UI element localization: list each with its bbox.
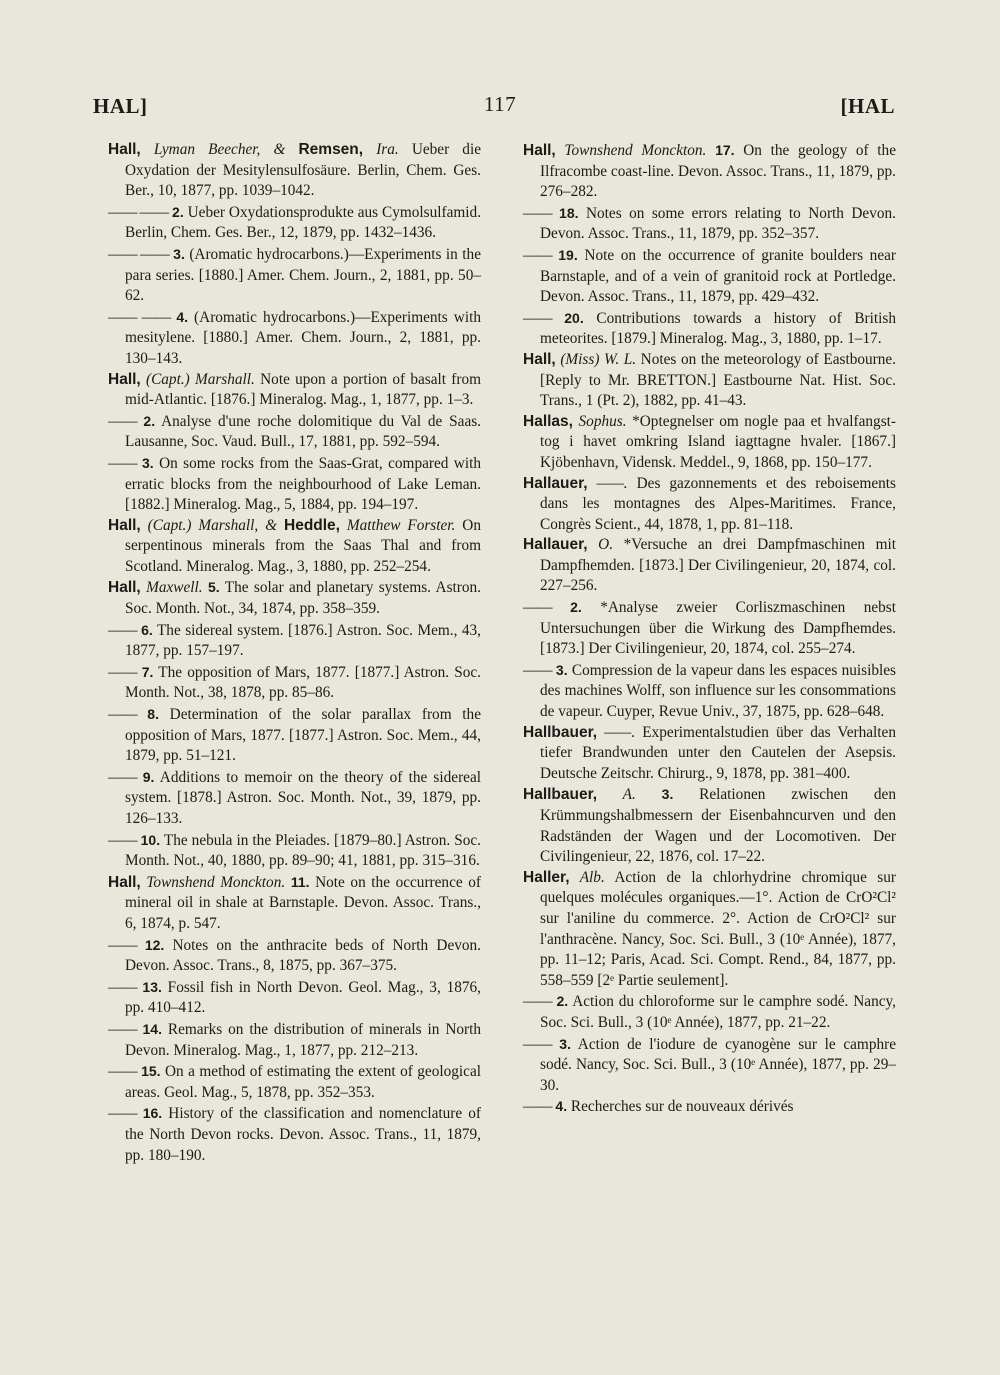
ditto-dash: —— bbox=[108, 706, 137, 724]
entry-text: Relationen zwischen den Krümmungshalbmessern der Eisenbahncurven und den Radständen der Wagen und der Locomotiven. Der Civilingenieur, 22, 1876, col. 17–22. bbox=[540, 786, 897, 866]
coauthor-given-name: Ira. bbox=[363, 141, 399, 158]
column-left bbox=[108, 140, 481, 1166]
bibliography-entry bbox=[108, 577, 481, 619]
ditto-dash: —— —— bbox=[108, 245, 169, 263]
entry-text: *Optegnelser om nogle paa et hvalfangst-tog i havet omkring Island iagttagne hvaler. [1867.] Kjöbenhavn, Vidensk. Meddel., 9, 1868, pp. 150–177. bbox=[540, 412, 897, 471]
entry-text: Action de la chlorhydrine chromique sur quelques molécules organiques.—1°. Action de CrO²Cl² sur l'aniline du commerce. 2°. Action de CrO²Cl² sur l'anthracène. Nancy, Soc. Sci. Bull., 3 (10ᵉ Année), 1877, pp. 11–12; Paris, Acad. Sci. Compt. Rend., 84, 1877, pp. 558–559 [2ᵉ Partie seulement]. bbox=[540, 868, 896, 989]
author-surname: Haller, bbox=[523, 868, 570, 886]
author-given-name: Sophus. bbox=[572, 412, 627, 430]
bibliography-entry bbox=[523, 412, 896, 474]
bibliography-entry bbox=[523, 868, 896, 992]
entry-text: Remarks on the distribution of minerals in North Devon. Mineralog. Mag., 1, 1877, pp. 212–213. bbox=[125, 1020, 482, 1059]
entry-number: 11. bbox=[285, 873, 310, 890]
running-head-left: HAL] bbox=[93, 94, 148, 118]
bibliography-entry bbox=[108, 202, 481, 244]
entry-number: 2. bbox=[172, 203, 184, 220]
entry-text: Determination of the solar parallax from the opposition of Mars, 1877. [1877.] Astron. Soc. Mem., 44, 1879, pp. 51–121. bbox=[125, 706, 481, 765]
ditto-dash: —— bbox=[523, 204, 552, 222]
entry-text: Additions to memoir on the theory of the sidereal system. [1878.] Astron. Soc. Month. Not., 39, 1879, pp. 126–133. bbox=[125, 768, 481, 827]
entry-number: 6. bbox=[141, 621, 153, 638]
bibliography-entry bbox=[108, 244, 481, 307]
entry-text: Recherches sur de nouveaux dérivés bbox=[567, 1098, 794, 1116]
entry-number: 20. bbox=[564, 309, 584, 326]
entry-text: On serpentinous minerals from the Saas Thal and from Scotland. Mineralog. Mag., 3, 1880, pp. 252–254. bbox=[125, 516, 482, 575]
ditto-dash: —— bbox=[523, 309, 552, 327]
ditto-dash: —— bbox=[108, 1105, 137, 1123]
entry-text: Fossil fish in North Devon. Geol. Mag., 3, 1876, pp. 410–412. bbox=[125, 978, 481, 1017]
bibliography-entry bbox=[523, 660, 896, 723]
bibliography-entry bbox=[108, 662, 481, 704]
ditto-dash: —— bbox=[108, 768, 137, 786]
bibliography-entry bbox=[523, 723, 896, 785]
entry-number: 2. bbox=[570, 599, 582, 616]
author-given-name: A. bbox=[597, 786, 636, 804]
coauthor-surname: Remsen, bbox=[298, 141, 364, 158]
bibliography-entry bbox=[108, 935, 481, 977]
bibliography-entry bbox=[523, 140, 896, 203]
ditto-dash: —— bbox=[108, 1020, 137, 1038]
coauthor-surname: Heddle, bbox=[284, 516, 340, 534]
entry-number: 5. bbox=[202, 579, 220, 596]
entry-number: 4. bbox=[176, 308, 188, 325]
author-surname: Hall, bbox=[523, 142, 556, 159]
entry-text: Notes on the meteorology of Eastbourne. [Reply to Mr. BRETTON.] Eastbourne Nat. Hist. Soc. Trans., 1 (Pt. 2), 1882, pp. 41–43. bbox=[540, 350, 896, 410]
entry-text: The solar and planetary systems. Astron. Soc. Month. Not., 34, 1874, pp. 358–359. bbox=[125, 579, 481, 618]
author-given-name: (Capt.) Marshall, & bbox=[140, 516, 284, 534]
entry-text: Action de l'iodure de cyanogène sur le camphre sodé. Nancy, Soc. Sci. Bull., 3 (10ᵉ Année), 1877, pp. 29–30. bbox=[540, 1035, 896, 1094]
author-surname: Hall, bbox=[108, 516, 141, 534]
ditto-dash: —— bbox=[523, 599, 552, 617]
entry-text: Compression de la vapeur dans les espaces nuisibles des machines Wolff, son influence sur les consommations de vapeur. Cuyper, Revue Univ., 37, 1875, pp. 628–648. bbox=[540, 661, 896, 721]
entry-text: *Analyse zweier Corliszmaschinen nebst Untersuchungen über die Wirkung des Dampfhemdes. [1873.] Der Civilingenieur, 20, 1874, col. 255–274. bbox=[540, 599, 896, 658]
ditto-dash: —— —— bbox=[108, 203, 169, 221]
ditto-dash: —— bbox=[108, 454, 137, 472]
entry-number: 3. bbox=[635, 786, 674, 803]
author-surname: Hallauer, bbox=[523, 474, 588, 492]
bibliography-entry bbox=[108, 1103, 481, 1166]
bibliography-entry bbox=[108, 307, 481, 370]
entry-number: 13. bbox=[142, 978, 162, 995]
author-given-name: (Miss) W. L. bbox=[555, 350, 637, 368]
entry-text: The nebula in the Pleiades. [1879–80.] Astron. Soc. Month. Not., 40, 1880, pp. 89–90; 41, 1881, pp. 315–316. bbox=[125, 831, 482, 870]
entry-text: Experimentalstudien über das Verhalten tiefer Brandwunden unter den Cautelen der Asepsis. Deutsche Zeitschr. Chirurg., 9, 1878, pp. 381–400. bbox=[540, 723, 896, 782]
entry-text: The opposition of Mars, 1877. [1877.] Astron. Soc. Month. Not., 38, 1878, pp. 85–86. bbox=[125, 663, 481, 702]
ditto-dash: —— bbox=[523, 1098, 552, 1116]
coauthor-given-name: Matthew Forster. bbox=[339, 516, 456, 534]
entry-text: (Aromatic hydrocarbons.)—Experiments with mesitylene. [1880.] Amer. Chem. Journ., 2, 1881, pp. 130–143. bbox=[125, 308, 482, 367]
ditto-dash: —— bbox=[108, 1063, 137, 1081]
author-surname: Hall, bbox=[523, 350, 556, 368]
entry-number: 3. bbox=[142, 454, 154, 471]
entry-text: Ueber Oxydationsprodukte aus Cymolsulfamid. Berlin, Chem. Ges. Ber., 12, 1879, pp. 1432–1436. bbox=[125, 203, 482, 242]
entry-text: Note upon a portion of basalt from mid-Atlantic. [1876.] Mineralog. Mag., 1, 1877, pp. 1–3. bbox=[125, 370, 482, 409]
entry-text: Ueber die Oxydation der Mesitylensulfosäure. Berlin, Chem. Ges. Ber., 10, 1877, pp. 1039–1042. bbox=[125, 141, 481, 200]
bibliography-entry bbox=[523, 1096, 896, 1118]
entry-number: 14. bbox=[142, 1020, 162, 1037]
bibliography-entry bbox=[108, 977, 481, 1019]
ditto-dash: —— bbox=[523, 1035, 552, 1053]
entry-text: On a method of estimating the extent of geological areas. Geol. Mag., 5, 1878, pp. 352–353. bbox=[125, 1063, 482, 1101]
author-given-name: Maxwell. bbox=[140, 579, 203, 597]
bibliography-entry bbox=[108, 370, 481, 411]
entry-text: (Aromatic hydrocarbons.)—Experiments in the para series. [1880.] Amer. Chem. Journ., 2, 1881, pp. 50–62. bbox=[125, 245, 481, 305]
bibliography-entry bbox=[523, 245, 896, 308]
entry-text: Analyse d'une roche dolomitique du Val de Saas. Lausanne, Soc. Vaud. Bull., 17, 1881, pp. 592–594. bbox=[125, 412, 482, 451]
entry-number: 4. bbox=[555, 1098, 568, 1115]
author-surname: Hallauer, bbox=[523, 536, 588, 554]
bibliography-entry bbox=[108, 872, 481, 935]
entry-number: 12. bbox=[144, 936, 165, 953]
entry-number: 3. bbox=[559, 1035, 571, 1052]
ditto-dash: —— bbox=[523, 661, 552, 679]
bibliography-entry bbox=[523, 1034, 896, 1097]
author-surname: Hallbauer, bbox=[523, 723, 598, 741]
author-surname: Hall, bbox=[108, 873, 141, 891]
entry-text: Notes on the anthracite beds of North Devon. Devon. Assoc. Trans., 8, 1875, pp. 367–375. bbox=[125, 936, 482, 975]
entry-number: 18. bbox=[559, 204, 579, 221]
bibliography-entry bbox=[108, 1019, 481, 1061]
author-surname: Hallbauer, bbox=[523, 786, 598, 804]
bibliography-entry bbox=[108, 411, 481, 453]
entry-text: On the geology of the Ilfracombe coast-line. Devon. Assoc. Trans., 11, 1879, pp. 276–282. bbox=[540, 142, 896, 201]
entry-number: 2. bbox=[556, 993, 569, 1010]
running-head-right: [HAL bbox=[840, 94, 895, 118]
author-given-name: O. bbox=[587, 536, 614, 554]
bibliography-entry bbox=[523, 597, 896, 660]
author-surname: Hallas, bbox=[523, 412, 573, 430]
ditto-dash: —— bbox=[108, 621, 137, 639]
bibliography-entry bbox=[523, 535, 896, 597]
ditto-dash: —— bbox=[523, 246, 552, 264]
bibliography-entry bbox=[108, 767, 481, 830]
bibliography-entry bbox=[108, 704, 481, 767]
entry-number: 9. bbox=[142, 768, 155, 785]
ditto-dash: —— bbox=[108, 831, 137, 849]
ditto-dash: —— bbox=[108, 978, 137, 996]
entry-number: 8. bbox=[147, 706, 159, 723]
entry-number: 3. bbox=[173, 245, 185, 262]
bibliography-entry bbox=[523, 308, 896, 350]
ditto-dash: —— bbox=[108, 412, 137, 430]
entry-text: On some rocks from the Saas-Grat, compared with erratic blocks from the neighbourhood of Lake Leman. [1882.] Mineralog. Mag., 5, 1884, pp. 194–197. bbox=[125, 454, 482, 514]
ditto-dash: —— bbox=[523, 993, 552, 1011]
bibliography-entry bbox=[108, 620, 481, 662]
entry-text: History of the classification and nomenclature of the North Devon rocks. Devon. Assoc. Trans., 11, 1879, pp. 180–190. bbox=[125, 1105, 481, 1164]
bibliography-entry bbox=[108, 830, 481, 872]
author-surname: Hall, bbox=[108, 141, 141, 158]
entry-text: Contributions towards a history of British meteorites. [1879.] Mineralog. Mag., 3, 1880, pp. 1–17. bbox=[540, 309, 896, 348]
author-given-name: Lyman Beecher, & bbox=[140, 141, 299, 158]
author-surname: Hall, bbox=[108, 370, 141, 388]
bibliography-entry bbox=[108, 516, 481, 578]
author-given-name: (Capt.) Marshall. bbox=[140, 370, 255, 388]
entry-text: Note on the occurrence of mineral oil in shale at Barnstaple. Devon. Assoc. Trans., 6, 1874, p. 547. bbox=[125, 873, 481, 932]
entry-number: 15. bbox=[141, 1063, 161, 1080]
ditto-dash: —— bbox=[108, 936, 137, 954]
ditto-dash: —— bbox=[108, 663, 137, 681]
entry-number: 16. bbox=[142, 1105, 163, 1122]
entry-text: *Versuche an drei Dampfmaschinen mit Dampfhemden. [1873.] Der Civilingenieur, 20, 1874, col. 227–256. bbox=[540, 536, 896, 595]
bibliography-entry bbox=[523, 474, 896, 536]
column-right bbox=[523, 140, 896, 1118]
entry-text: The sidereal system. [1876.] Astron. Soc. Mem., 43, 1877, pp. 157–197. bbox=[125, 621, 481, 660]
ditto-dash: —— —— bbox=[108, 308, 171, 326]
bibliography-entry bbox=[108, 140, 481, 202]
entry-text: Action du chloroforme sur le camphre sodé. Nancy, Soc. Sci. Bull., 3 (10ᵉ Année), 1877, pp. 21–22. bbox=[540, 993, 896, 1031]
entry-number: 10. bbox=[140, 831, 161, 848]
entry-number: 3. bbox=[555, 661, 568, 678]
author-given-name: ——. bbox=[597, 723, 636, 741]
entry-text: Note on the occurrence of granite boulders near Barnstaple, and of a vein of granitoid rock at Portledge. Devon. Assoc. Trans., 11, 1879, pp. 429–432. bbox=[540, 246, 897, 306]
entry-text: Notes on some errors relating to North Devon. Devon. Assoc. Trans., 11, 1879, pp. 352–357. bbox=[540, 204, 896, 243]
bibliography-entry bbox=[108, 453, 481, 516]
author-given-name: Townshend Monckton. bbox=[140, 873, 286, 891]
author-surname: Hall, bbox=[108, 579, 141, 597]
entry-number: 17. bbox=[706, 142, 735, 158]
bibliography-entry bbox=[523, 991, 896, 1033]
bibliography-entry bbox=[108, 1061, 481, 1103]
entry-number: 19. bbox=[558, 246, 578, 263]
entry-number: 2. bbox=[143, 412, 156, 429]
bibliography-entry bbox=[523, 784, 896, 867]
bibliography-entry bbox=[523, 203, 896, 245]
bibliography-entry bbox=[523, 350, 896, 412]
author-given-name: ——. bbox=[587, 474, 628, 492]
author-given-name: Alb. bbox=[569, 868, 605, 886]
entry-text: Des gazonnements et des reboisements dans les montagnes des Alpes-Maritimes. France, Congrès Scient., 44, 1878, 1, pp. 81–118. bbox=[540, 474, 896, 533]
page-number: 117 bbox=[483, 92, 517, 116]
entry-number: 7. bbox=[141, 663, 154, 680]
author-given-name: Townshend Monckton. bbox=[555, 142, 707, 159]
